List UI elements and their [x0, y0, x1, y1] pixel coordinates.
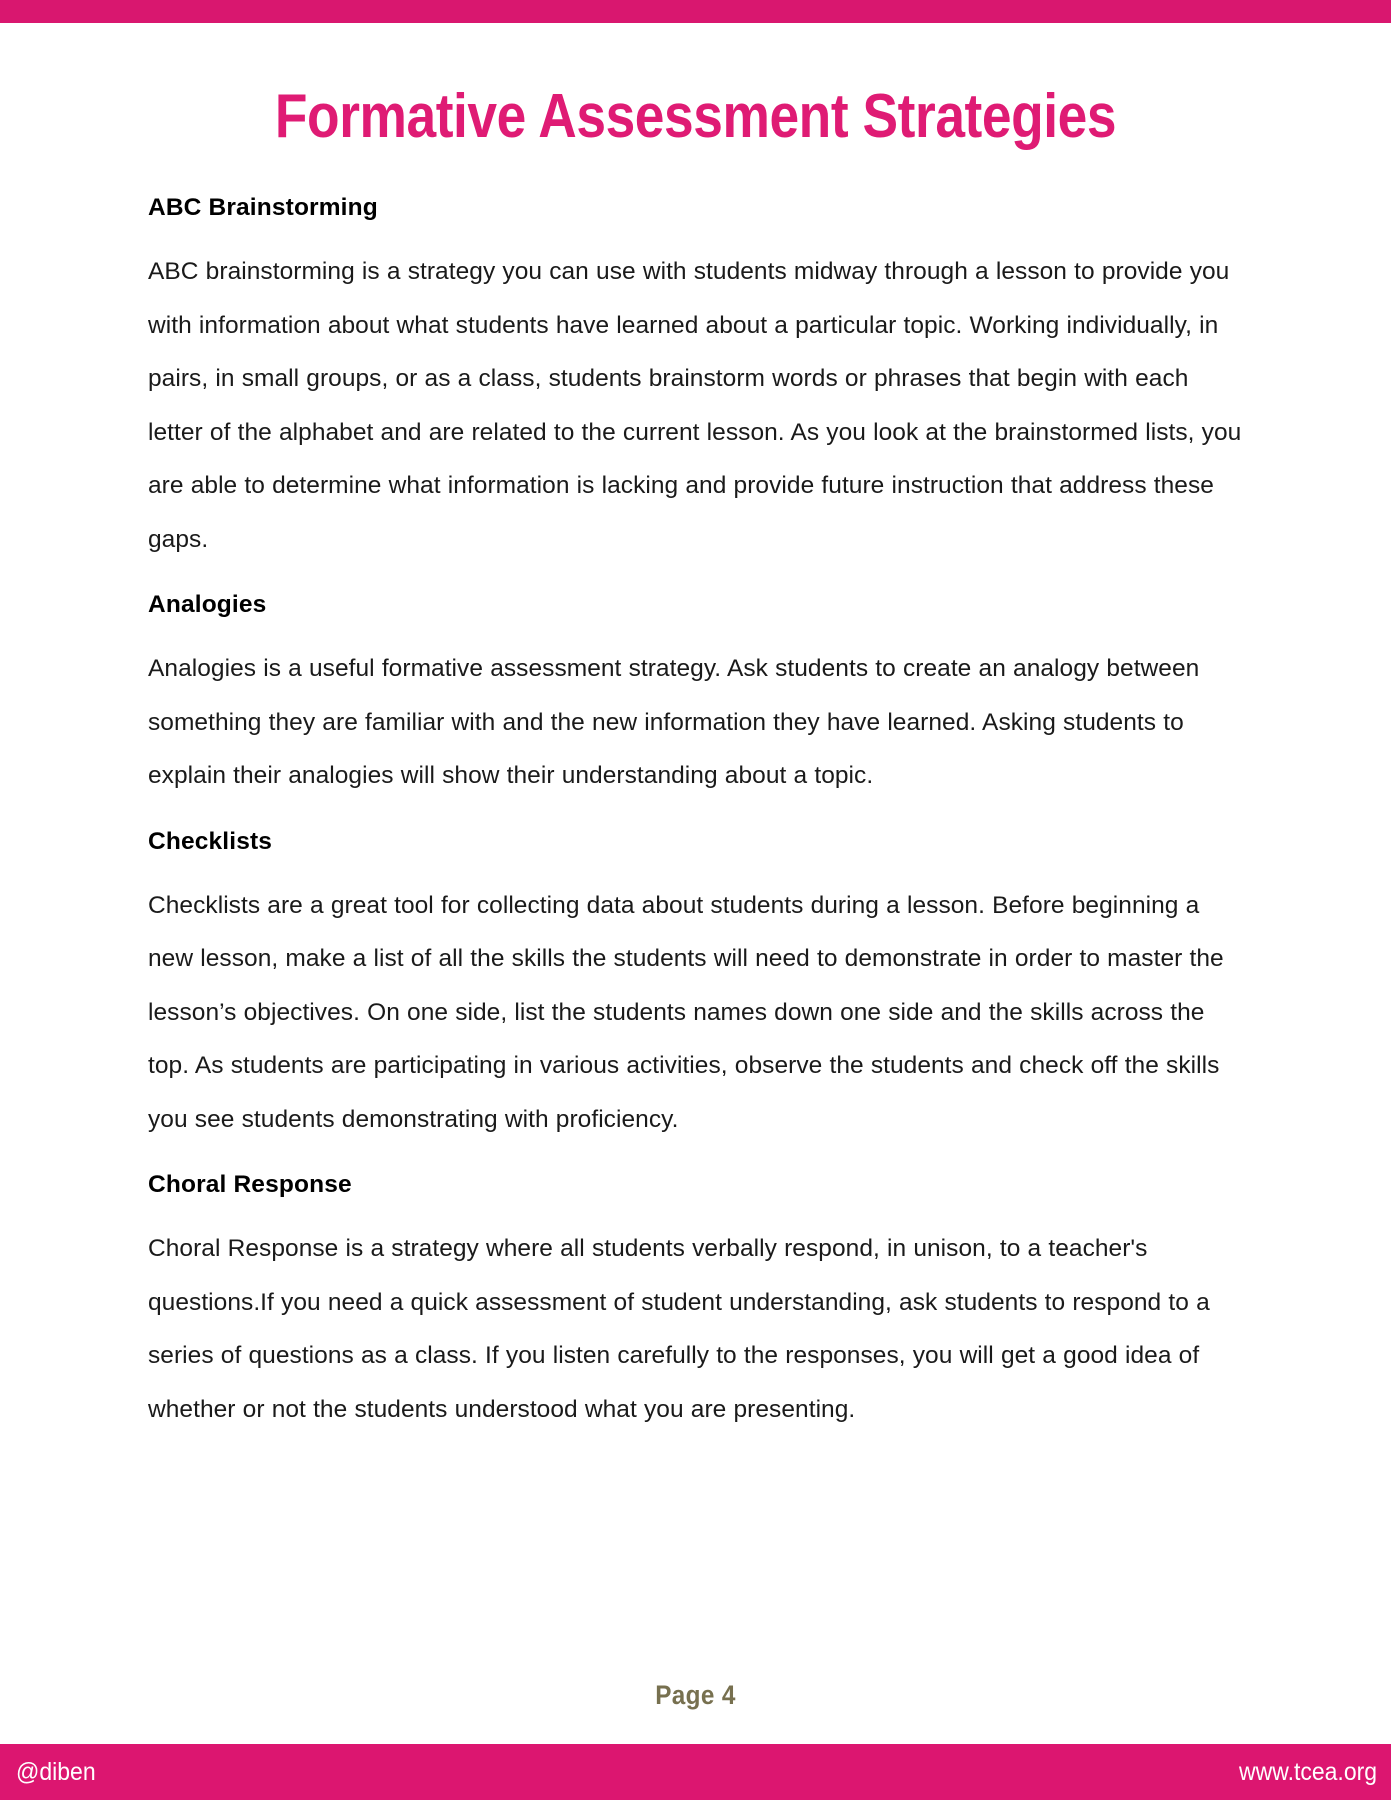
spacer	[148, 231, 1243, 245]
section-body-choral-response: Choral Response is a strategy where all students verbally respond, in unison, to a teacher's questions.If you need a quick assessment of student understanding, ask students to respond to a series of questions as a class. If you listen carefully to the responses, you will get a good idea of whether or not the students understood what you are presenting.	[148, 1235, 1210, 1423]
section-body-analogies: Analogies is a useful formative assessment strategy. Ask students to create an analogy between something they are familiar with and the new information they have learned. Asking students to explain their analogies will show their understanding about a topic.	[148, 655, 1200, 790]
spacer	[148, 865, 1243, 879]
section-heading-analogies: Analogies	[148, 591, 267, 619]
spacer	[148, 566, 1243, 582]
section-body-checklists: Checklists are a great tool for collecting data about students during a lesson. Before beginning a new lesson, make a list of all the skills the students will need to demonstrate in order to master the lesson’s objectives. On one side, list the students names down one side and the skills across the top. As students are participating in various activities, observe the students and check off the skills you see students demonstrating with proficiency.	[148, 891, 1224, 1133]
document-content	[148, 149, 1243, 1436]
section-body-abc-brainstorming: ABC brainstorming is a strategy you can use with students midway through a lesson to provide you with information about what students have learned about a particular topic. Working individually, in pairs, in small groups, or as a class, students brainstorm words or phrases that begin with each letter of the alphabet and are related to the current lesson. As you look at the brainstormed lists, you are able to determine what information is lacking and provide future instruction that address these gaps.	[148, 258, 1242, 553]
spacer	[148, 1146, 1243, 1162]
section-heading-choral-response: Choral Response	[148, 1171, 352, 1199]
section-heading-checklists: Checklists	[148, 827, 273, 855]
document-page	[0, 23, 1391, 1697]
footer-social-handle: @diben	[16, 1757, 96, 1786]
spacer	[148, 628, 1243, 642]
spacer	[148, 803, 1243, 819]
footer-bar	[0, 1744, 1391, 1800]
page-number: Page 4	[655, 1680, 736, 1710]
top-accent-bar	[0, 0, 1391, 23]
spacer	[148, 1208, 1243, 1222]
section-heading-abc-brainstorming: ABC Brainstorming	[148, 194, 378, 222]
footer-website-link[interactable]: www.tcea.org	[1238, 1757, 1377, 1786]
page-title: Formative Assessment Strategies	[274, 82, 1117, 151]
